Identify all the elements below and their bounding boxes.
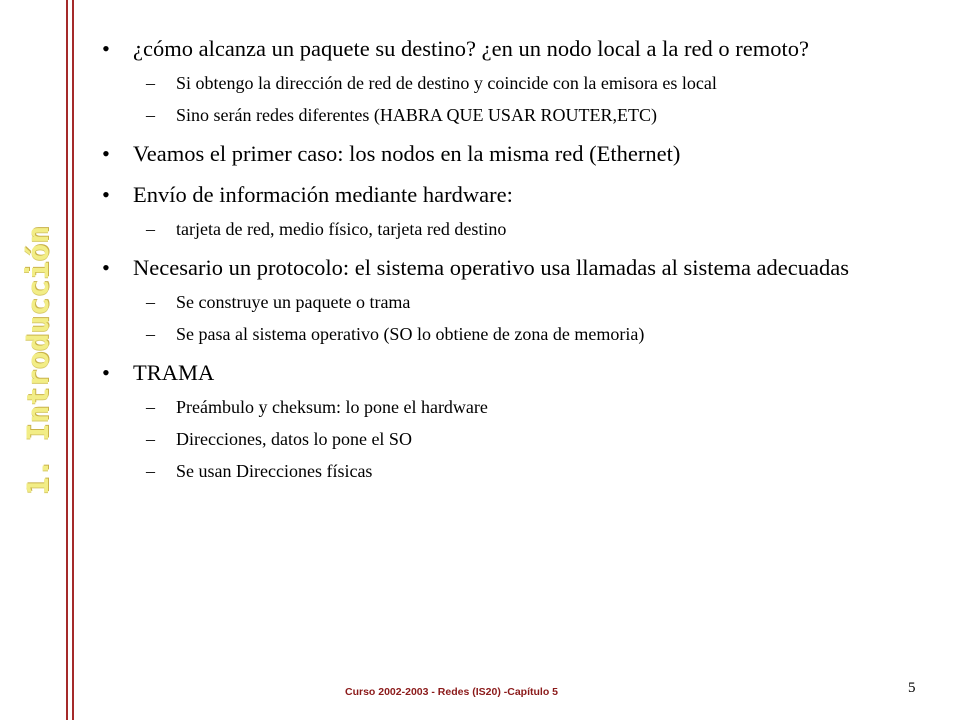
sub-bullet-item: [100, 71, 950, 95]
sub-bullet-item: [100, 427, 950, 451]
bullet-marker: •: [102, 360, 110, 385]
bullet-item: [100, 34, 950, 63]
item-text: Sino serán redes diferentes (HABRA QUE USAR ROUTER,ETC): [176, 105, 657, 125]
dash-marker: –: [146, 324, 155, 344]
item-text: Envío de información mediante hardware:: [133, 182, 513, 207]
bullet-list: [100, 34, 950, 483]
item-text: Se usan Direcciones físicas: [176, 461, 373, 481]
page-number: 5: [908, 680, 916, 696]
item-text: TRAMA: [133, 360, 215, 385]
item-text: Direcciones, datos lo pone el SO: [176, 429, 412, 449]
item-text: ¿cómo alcanza un paquete su destino? ¿en un nodo local a la red o remoto?: [133, 36, 809, 61]
footer: Curso 2002-2003 - Redes (IS20) -Capítulo 5: [345, 686, 558, 698]
dash-marker: –: [146, 461, 155, 481]
dash-marker: –: [146, 292, 155, 312]
item-text: Si obtengo la dirección de red de destino y coincide con la emisora es local: [176, 73, 717, 93]
item-text: Preámbulo y cheksum: lo pone el hardware: [176, 397, 488, 417]
left-border-line-inner: [72, 0, 74, 720]
sub-bullet-item: [100, 395, 950, 419]
item-text: Se pasa al sistema operativo (SO lo obtiene de zona de memoria): [176, 324, 645, 344]
bullet-item: [100, 139, 950, 168]
bullet-marker: •: [102, 255, 110, 280]
bullet-item: [100, 253, 950, 282]
dash-marker: –: [146, 429, 155, 449]
bullet-item: [100, 358, 950, 387]
dash-marker: –: [146, 397, 155, 417]
sub-bullet-item: [100, 459, 950, 483]
dash-marker: –: [146, 219, 155, 239]
bullet-marker: •: [102, 36, 110, 61]
item-text: tarjeta de red, medio físico, tarjeta red destino: [176, 219, 507, 239]
bullet-marker: •: [102, 141, 110, 166]
sub-bullet-item: [100, 103, 950, 127]
dash-marker: –: [146, 105, 155, 125]
left-border-line: [66, 0, 68, 720]
bullet-item: [100, 180, 950, 209]
dash-marker: –: [146, 73, 155, 93]
item-text: Necesario un protocolo: el sistema operativo usa llamadas al sistema adecuadas: [133, 255, 850, 280]
bullet-marker: •: [102, 182, 110, 207]
side-title: 1. Introducción: [21, 225, 55, 495]
sub-bullet-item: [100, 290, 950, 314]
sub-bullet-item: [100, 217, 950, 241]
sub-bullet-item: [100, 322, 950, 346]
item-text: Se construye un paquete o trama: [176, 292, 411, 312]
item-text: Veamos el primer caso: los nodos en la misma red (Ethernet): [133, 141, 681, 166]
